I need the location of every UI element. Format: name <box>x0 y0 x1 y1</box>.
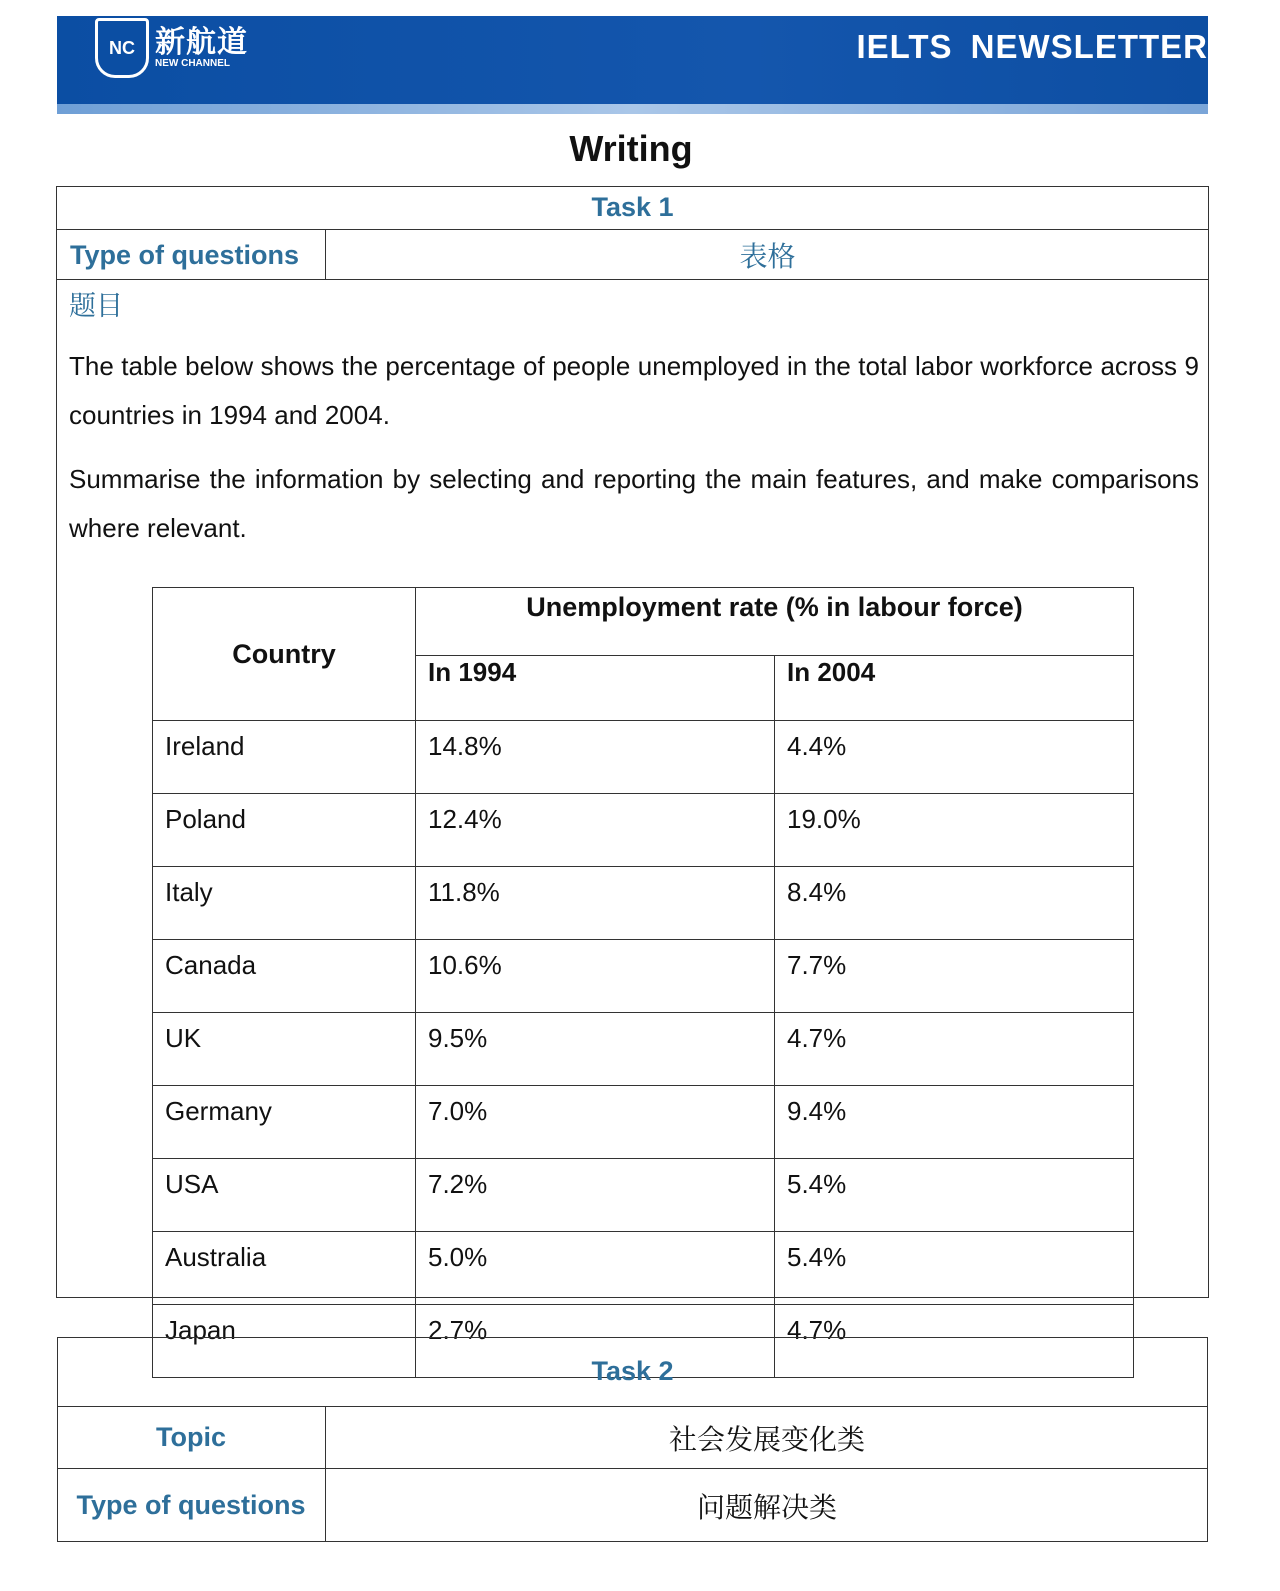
rate-2004-cell: 19.0% <box>775 794 1134 867</box>
rate-2004-cell: 4.7% <box>775 1305 1134 1378</box>
rate-1994-cell: 11.8% <box>416 867 775 940</box>
rate-1994-cell: 7.2% <box>416 1159 775 1232</box>
prompt-label: 题目 <box>69 291 123 321</box>
table-row <box>153 1013 1134 1086</box>
country-cell: USA <box>153 1159 416 1232</box>
rate-1994-cell: 14.8% <box>416 721 775 794</box>
rate-1994-cell: 2.7% <box>416 1305 775 1378</box>
table-row <box>153 1086 1134 1159</box>
rate-2004-cell: 9.4% <box>775 1086 1134 1159</box>
topic-value: 社会发展变化类 <box>326 1407 1208 1469</box>
table-row <box>153 867 1134 940</box>
table-row <box>153 1159 1134 1232</box>
rate-2004-cell: 8.4% <box>775 867 1134 940</box>
unemployment-table <box>152 587 1134 1378</box>
rate-1994-cell: 10.6% <box>416 940 775 1013</box>
table-row <box>153 940 1134 1013</box>
type-label: Type of questions <box>56 230 326 280</box>
type-value: 表格 <box>326 230 1209 280</box>
col-1994: In 1994 <box>416 656 775 721</box>
country-cell: UK <box>153 1013 416 1086</box>
prompt-paragraph: The table below shows the percentage of people unemployed in the total labor workforce across 9 countries in 1994 and 2004. <box>69 351 1199 430</box>
prompt-instruction: Summarise the information by selecting and reporting the main features, and make comparisons where relevant. <box>69 464 1199 543</box>
rate-2004-cell: 7.7% <box>775 940 1134 1013</box>
col-group: Unemployment rate (% in labour force) <box>416 588 1134 656</box>
country-cell: Poland <box>153 794 416 867</box>
rate-1994-cell: 7.0% <box>416 1086 775 1159</box>
country-cell: Japan <box>153 1305 416 1378</box>
logo-cn: 新航道 <box>155 25 248 59</box>
col-2004: In 2004 <box>775 656 1134 721</box>
country-cell: Ireland <box>153 721 416 794</box>
table-row <box>153 721 1134 794</box>
newsletter-title: IELTS NEWSLETTER <box>856 28 1208 65</box>
topic-label: Topic <box>57 1407 326 1469</box>
col-country: Country <box>153 588 416 721</box>
rate-1994-cell: 12.4% <box>416 794 775 867</box>
type2-label: Type of questions <box>57 1469 326 1542</box>
country-cell: Canada <box>153 940 416 1013</box>
rate-2004-cell: 5.4% <box>775 1159 1134 1232</box>
country-cell: Germany <box>153 1086 416 1159</box>
rate-2004-cell: 4.4% <box>775 721 1134 794</box>
type2-value: 问题解决类 <box>696 1491 837 1523</box>
country-cell: Australia <box>153 1232 416 1305</box>
table-row <box>153 1232 1134 1305</box>
rate-2004-cell: 4.7% <box>775 1013 1134 1086</box>
page-title: Writing <box>569 128 693 169</box>
rate-1994-cell: 9.5% <box>416 1013 775 1086</box>
rate-2004-cell: 5.4% <box>775 1232 1134 1305</box>
task2-heading: Task 2 <box>57 1337 1208 1407</box>
shield-logo-icon: NC <box>95 18 149 78</box>
country-cell: Italy <box>153 867 416 940</box>
rate-1994-cell: 5.0% <box>416 1232 775 1305</box>
table-row <box>153 794 1134 867</box>
logo <box>95 18 248 78</box>
task1-heading: Task 1 <box>56 186 1209 230</box>
logo-en: NEW CHANNEL <box>155 57 230 69</box>
